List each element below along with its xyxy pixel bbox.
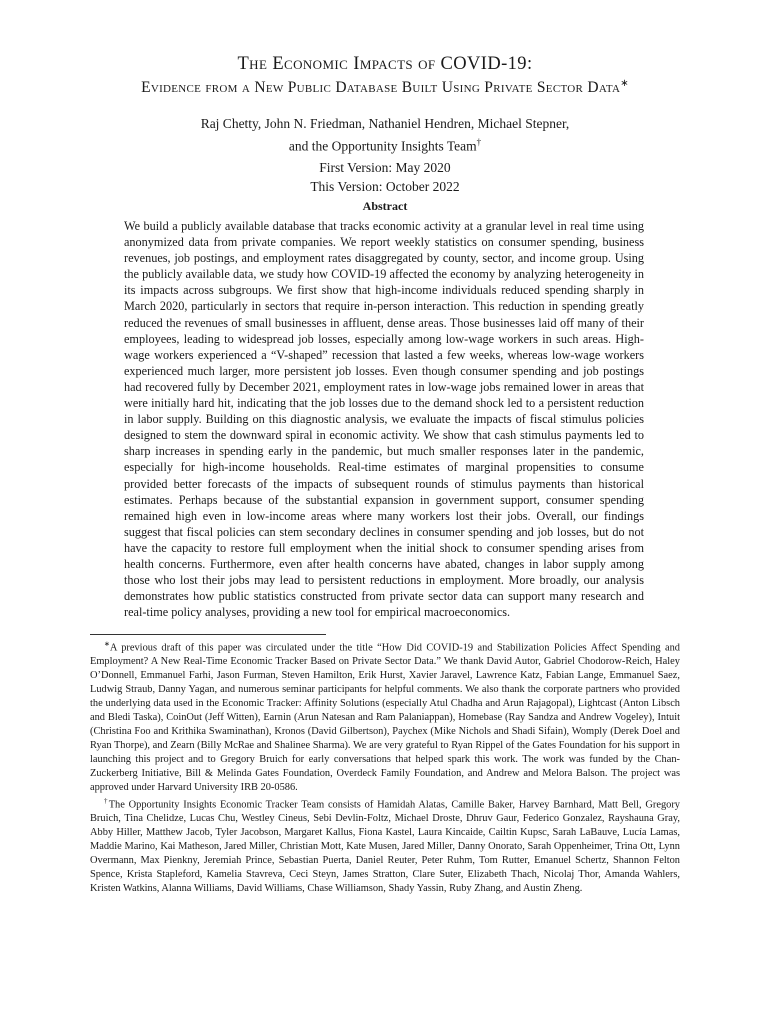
footnote-2-text: The Opportunity Insights Economic Tracker Team consists of Hamidah Alatas, Camille Baker, Harvey Barnhard, Matt Bell, Gregory Bruich, Tina Chelidze, Lucas Chu, Westley Cineus, Sebi Devlin-Foltz, Michael Droste, Dhruv Gaur, Federico Gonzalez, Rayshauna Gray, Abby Hiller, Matthew Jacob, Tyler Jacobson, Margaret Kallus, Fiona Kastel, Laura Kincaide, Cailtin Kupsc, Sarah LaBauve, Lucía Lamas, Maddie Marino, Kai Matheson, Jared Miller, Christian Mott, Kate Musen, Jared Miller, Danny Onorato, Sarah Oppenheimer, Trina Ott, Lynn Overmann, Max Pienkny, Jeremiah Prince, Sebastian Puerta, Daniel Reuter, Peter Ruhm, Tom Rutter, Emanuel Schertz, Shannon Felton Spence, Krista Stapleford, Kamelia Stavreva, Ceci Steyn, James Stratton, Clare Suter, Elizabeth Thach, Nicolaj Thor, Amanda Wahlers, Kristen Watkins, Alanna Williams, David Williams, Chase Williamson, Shady Yassin, Ruby Zhang, and Austin Zheng. [90, 799, 680, 895]
authors-footnote-mark: † [476, 137, 482, 147]
subtitle-footnote-mark: ∗ [620, 78, 629, 89]
authors-line-1: Raj Chetty, John N. Friedman, Nathaniel Hendren, Michael Stepner, [200, 116, 570, 131]
footnote-rule [90, 634, 326, 635]
footnote-1-mark: ∗ [104, 640, 110, 648]
footnote-2-mark: † [104, 796, 109, 805]
authors-line-2 [0, 133, 770, 156]
first-version-date: First Version: May 2020 [319, 160, 451, 175]
footnote-2 [90, 795, 680, 896]
footnote-1 [90, 638, 680, 795]
footnote-1-text: A previous draft of this paper was circulated under the title “How Did COVID-19 and Stabilization Policies Affect Spending and Employment? A New Real-Time Economic Tracker Based on Private Sector Data.” We thank David Autor, Gabriel Chodorow-Reich, Haley O’Donnell, Emmanuel Farhi, Jason Furman, Steven Hamilton, Erik Hurst, Xavier Jaravel, Lawrence Katz, Fabian Lange, Emmanuel Saez, Ludwig Straub, Danny Yagan, and numerous seminar participants for helpful comments. We also thank the corporate partners who provided the underlying data used in the Economic Tracker: Affinity Solutions (especially Atul Chadha and Arun Rajagopal), Lightcast (Anton Libsch and Bledi Taska), CoinOut (Jeff Witten), Earnin (Arun Natesan and Ram Palaniappan), Homebase (Ray Sandza and Andrew Vogeley), Intuit (Christina Foo and Krithika Swaminathan), Kronos (David Gilbertson), Paychex (Mike Nichols and Shadi Sifain), Womply (Derek Doel and Ryan Thorpe), and Zearn (Billy McRae and Shalinee Sharma). We are very grateful to Ryan Rippel of the Gates Foundation for his support in launching this project and to Gregory Bruich for early conversations that helped spark this work. The work was funded by the Chan-Zuckerberg Initiative, Bill & Melinda Gates Foundation, Overdeck Family Foundation, and Andrew and Melora Balson. The project was approved under Harvard University IRB 20-0586. [90, 642, 680, 793]
subtitle-text: Evidence from a New Public Database Built Using Private Sector Data [141, 79, 621, 97]
paper-subtitle [0, 78, 770, 97]
abstract-heading: Abstract [362, 199, 408, 213]
author-list [0, 114, 770, 156]
version-dates [0, 158, 770, 196]
this-version-date: This Version: October 2022 [310, 179, 460, 194]
authors-line-2-text: and the Opportunity Insights Team [288, 138, 477, 154]
footnotes [90, 638, 680, 896]
paper-title: The Economic Impacts of COVID-19: [237, 54, 533, 74]
abstract-body: We build a publicly available database that tracks economic activity at a granular level in real time using anonymized data from private companies. We report weekly statistics on consumer spending, business revenues, job postings, and employment rates disaggregated by county, sector, and income group. Using the publicly available data, we study how COVID-19 affected the economy by analyzing heterogeneity in its impacts across subgroups. We first show that high-income individuals reduced spending sharply in March 2020, particularly in sectors that require in-person interaction. This reduction in spending greatly reduced the revenues of small businesses in affluent, dense areas. Those businesses laid off many of their employees, leading to widespread job losses, especially among low-wage workers in such areas. High-wage workers experienced a “V-shaped” recession that lasted a few weeks, whereas low-wage workers experienced much larger, more persistent job losses. Even though consumer spending and job postings had recovered fully by December 2021, employment rates in low-wage jobs remained lower in areas that were initially hard hit, indicating that the job losses due to the demand shock led to a persistent reduction in labor supply. Building on this diagnostic analysis, we evaluate the impacts of fiscal stimulus policies designed to stem the downward spiral in economic activity. We show that cash stimulus payments led to sharp increases in spending early in the pandemic, but much smaller responses later in the pandemic, especially for high-income households. Real-time estimates of marginal propensities to consume provided better forecasts of the impacts of subsequent rounds of stimulus payments than historical estimates. Perhaps because of the substantial expansion in government support, consumer spending remained high even in low-income areas where many workers lost their jobs. Overall, our findings suggest that fiscal policies can stem secondary declines in consumer spending and job losses, but do not have the capacity to restore full employment when the initial shock to consumer spending arises from health concerns. Furthermore, even after health concerns have abated, changes in labor supply among those who lost their jobs may lead to persistent reductions in employment. More broadly, our analysis demonstrates how public statistics constructed from private sector data can support many research and real-time policy analyses, providing a new tool for empirical macroeconomics. [124, 219, 644, 620]
